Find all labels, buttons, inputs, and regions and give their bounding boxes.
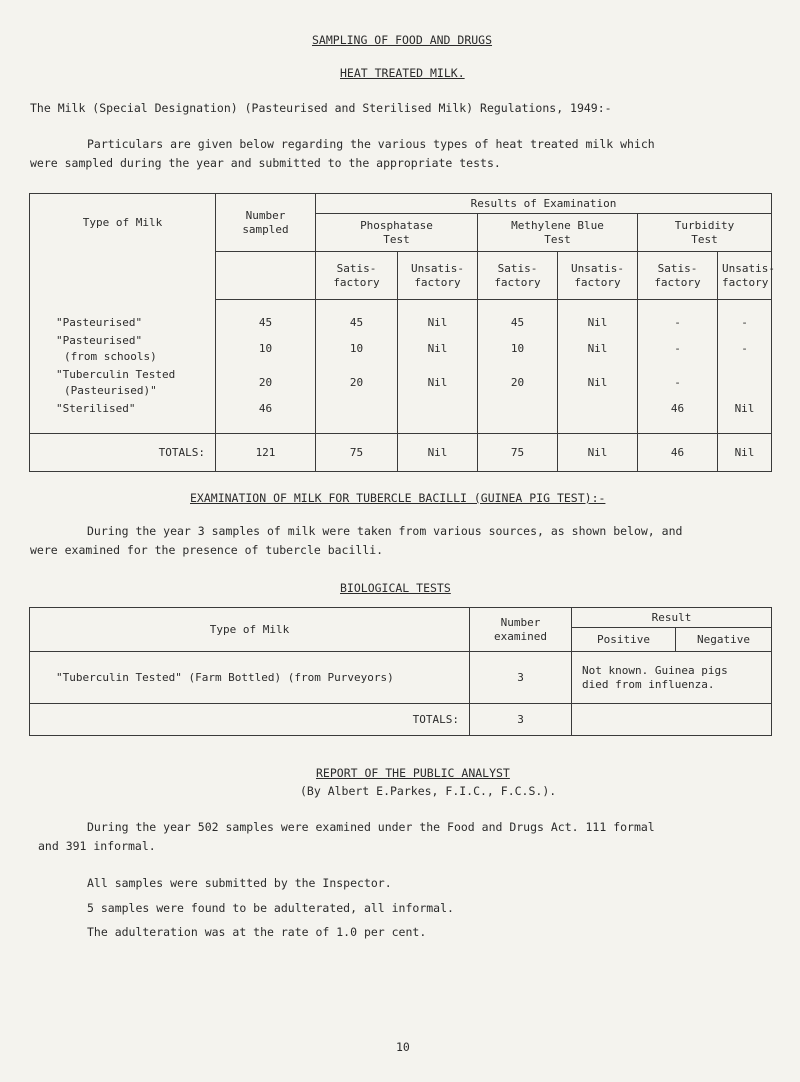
bio-row-type: "Tuberculin Tested" (Farm Bottled) (from Purveyors) — [30, 652, 470, 704]
analyst-line-2: and 391 informal. — [38, 839, 156, 853]
bio-row-result: Not known. Guinea pigs died from influenza. — [572, 652, 772, 704]
row-1-tb-satis: - — [674, 316, 681, 329]
header-results-of-examination: Results of Examination — [316, 194, 772, 214]
analyst-heading: REPORT OF THE PUBLIC ANALYST — [316, 766, 510, 780]
totals-tb-satis: 46 — [638, 434, 718, 472]
totals-number: 121 — [216, 434, 316, 472]
row-2-ph-satis: 10 — [349, 342, 364, 355]
totals-row — [30, 434, 772, 472]
intro-line-2: were sampled during the year and submitted to the appropriate tests. — [30, 156, 501, 170]
header-mb-satisfactory: Satis- factory — [478, 252, 558, 300]
totals-ph-unsatis: Nil — [398, 434, 478, 472]
row-1-mb-unsatis: Nil — [587, 316, 608, 329]
header-type-of-milk: Type of Milk — [30, 194, 216, 252]
header-methylene-blue: Methylene Blue Test — [478, 214, 638, 252]
totals-ph-satis: 75 — [316, 434, 398, 472]
header-ph-satisfactory: Satis- factory — [316, 252, 398, 300]
row-1-ph-satis: 45 — [349, 316, 364, 329]
intro-line-1: Particulars are given below regarding the various types of heat treated milk which — [87, 137, 655, 151]
tb-unsatis-column — [718, 300, 772, 434]
header-turbidity: Turbidity Test — [638, 214, 772, 252]
guinea-pig-line-2: were examined for the presence of tubercle bacilli. — [30, 543, 384, 557]
bio-totals-number: 3 — [470, 704, 572, 736]
row-4-number: 46 — [258, 402, 273, 415]
ph-unsatis-column — [398, 300, 478, 434]
row-1-mb-satis: 45 — [510, 316, 525, 329]
ph-satis-column — [316, 300, 398, 434]
row-2-mb-satis: 10 — [510, 342, 525, 355]
bio-header-number: Number examined — [470, 608, 572, 652]
header-tb-satisfactory: Satis- factory — [638, 252, 718, 300]
row-1-ph-unsatis: Nil — [427, 316, 448, 329]
row-3-mb-satis: 20 — [510, 376, 525, 389]
bio-header-positive: Positive — [572, 628, 676, 652]
row-3-ph-satis: 20 — [349, 376, 364, 389]
bio-row-number: 3 — [470, 652, 572, 704]
biological-tests-table — [29, 607, 772, 736]
header-tb-unsatisfactory: Unsatis- factory — [718, 252, 772, 300]
regulations-text: The Milk (Special Designation) (Pasteurised and Sterilised Milk) Regulations, 1949:- — [30, 101, 612, 115]
analyst-line-5: The adulteration was at the rate of 1.0 per cent. — [87, 925, 427, 939]
row-2-ph-unsatis: Nil — [427, 342, 448, 355]
row-1-type: "Pasteurised" — [56, 315, 143, 329]
row-3-type-sub: (Pasteurised)" — [64, 383, 157, 397]
bio-header-type: Type of Milk — [30, 608, 470, 652]
bio-totals-label: TOTALS: — [30, 704, 470, 736]
row-2-tb-satis: - — [674, 342, 681, 355]
type-column — [30, 300, 216, 434]
row-2-type-sub: (from schools) — [64, 349, 157, 363]
row-1-tb-unsatis: - — [741, 316, 748, 329]
row-3-ph-unsatis: Nil — [427, 376, 448, 389]
row-4-type: "Sterilised" — [56, 401, 136, 415]
analyst-line-3: All samples were submitted by the Inspector. — [87, 876, 392, 890]
header-phosphatase: Phosphatase Test — [316, 214, 478, 252]
row-3-mb-unsatis: Nil — [587, 376, 608, 389]
header-ph-unsatisfactory: Unsatis- factory — [398, 252, 478, 300]
analyst-line-4: 5 samples were found to be adulterated, all informal. — [87, 901, 454, 915]
totals-label: TOTALS: — [30, 434, 216, 472]
header-number-sampled: Number sampled — [216, 194, 316, 252]
row-2-tb-unsatis: - — [741, 342, 748, 355]
row-1-number: 45 — [258, 316, 273, 329]
bio-header-result: Result — [572, 608, 772, 628]
page-title: SAMPLING OF FOOD AND DRUGS — [312, 33, 493, 47]
number-column — [216, 300, 316, 434]
page-number: 10 — [396, 1040, 410, 1054]
mb-unsatis-column — [558, 300, 638, 434]
analyst-byline: (By Albert E.Parkes, F.I.C., F.C.S.). — [300, 784, 557, 798]
row-4-tb-satis: 46 — [670, 402, 685, 415]
row-2-mb-unsatis: Nil — [587, 342, 608, 355]
heat-treated-table — [29, 193, 775, 472]
tb-satis-column — [638, 300, 718, 434]
guinea-pig-line-1: During the year 3 samples of milk were taken from various sources, as shown below, and — [87, 524, 683, 538]
heat-treated-heading: HEAT TREATED MILK. — [340, 66, 465, 80]
row-2-number: 10 — [258, 342, 273, 355]
row-3-number: 20 — [258, 376, 273, 389]
totals-mb-satis: 75 — [478, 434, 558, 472]
row-3-type: "Tuberculin Tested — [56, 367, 176, 381]
row-2-type: "Pasteurised" — [56, 333, 143, 347]
mb-satis-column — [478, 300, 558, 434]
totals-mb-unsatis: Nil — [558, 434, 638, 472]
biological-tests-heading: BIOLOGICAL TESTS — [340, 581, 451, 595]
bio-header-negative: Negative — [676, 628, 772, 652]
header-mb-unsatisfactory: Unsatis- factory — [558, 252, 638, 300]
guinea-pig-heading: EXAMINATION OF MILK FOR TUBERCLE BACILLI (GUINEA PIG TEST):- — [190, 491, 606, 505]
row-3-tb-satis: - — [674, 376, 681, 389]
row-4-tb-unsatis: Nil — [734, 402, 755, 415]
analyst-line-1: During the year 502 samples were examined under the Food and Drugs Act. 111 formal — [87, 820, 655, 834]
totals-tb-unsatis: Nil — [718, 434, 772, 472]
